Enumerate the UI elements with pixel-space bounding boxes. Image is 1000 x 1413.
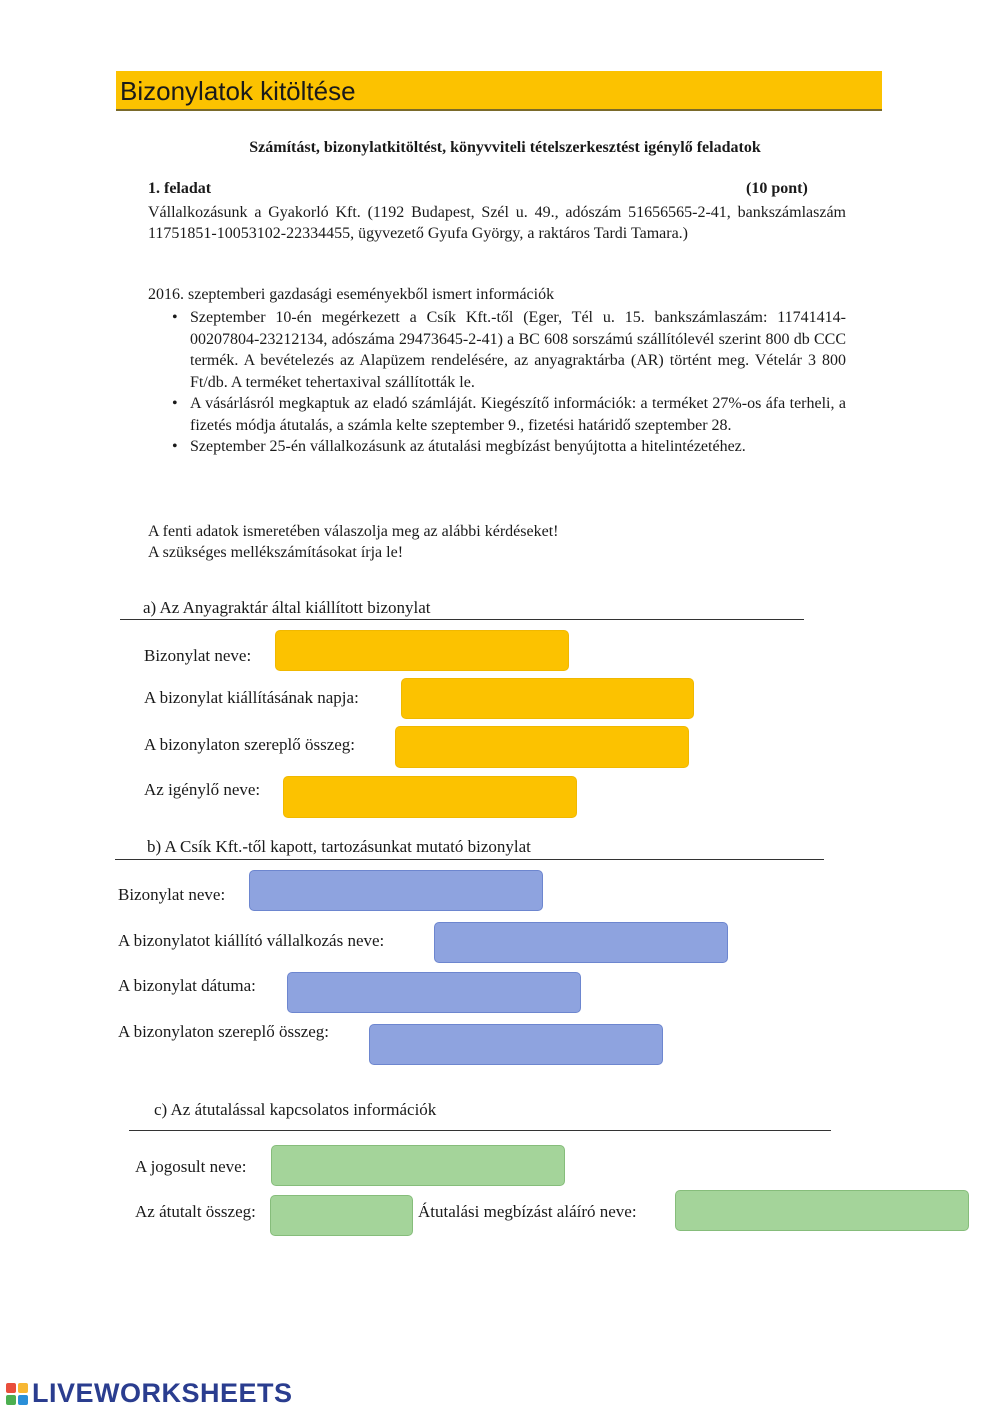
- answer-box-b-issuer[interactable]: [434, 922, 728, 963]
- events-title: 2016. szeptemberi gazdasági eseményekből ismert információk: [148, 286, 555, 303]
- answer-box-b-date[interactable]: [287, 972, 581, 1013]
- answer-box-c-signer[interactable]: [675, 1190, 969, 1231]
- section-a-title: a) Az Anyagraktár által kiállított bizonylat: [143, 598, 431, 617]
- section-c-title: c) Az átutalással kapcsolatos információk: [154, 1100, 437, 1119]
- field-label: A bizonylaton szereplő összeg:: [118, 1022, 330, 1041]
- event-item: • Szeptember 10-én megérkezett a Csík Kft.-től (Eger, Tél u. 15. bankszámlaszám: 11741414-00207804-23212134, adószáma 29473645-2-41) a BC 608 sorszámú szállítólevél szerint 800 db CCC termék. A bevételezés az Alapüzem rendelésére, az anyagraktárba (AR) történt meg. Vételár 3 800 Ft/db. A terméket tehertaxival szállították le.: [168, 307, 846, 393]
- page-header-title: Bizonylatok kitöltése: [116, 71, 882, 111]
- field-label: A bizonylaton szereplő összeg:: [144, 735, 356, 754]
- field-label: A bizonylatot kiállító vállalkozás neve:: [118, 931, 385, 950]
- task-intro: Vállalkozásunk a Gyakorló Kft. (1192 Budapest, Szél u. 49., adószám 51656565-2-41, bankszámlaszám 11751851-10053102-22334455, ügyvezető Gyufa György, a raktáros Tardi Tamara.): [148, 204, 846, 242]
- answer-box-a-issue-date[interactable]: [401, 678, 694, 719]
- answer-box-a-doc-name[interactable]: [275, 630, 569, 671]
- answer-box-b-doc-name[interactable]: [249, 870, 543, 911]
- liveworksheets-logo: [6, 1378, 293, 1409]
- event-item: • Szeptember 25-én vállalkozásunk az átutalási megbízást benyújtotta a hitelintézetéhez.: [168, 436, 846, 458]
- question-line-2: A szükséges mellékszámításokat írja le!: [148, 544, 404, 561]
- answer-box-c-amount[interactable]: [270, 1195, 413, 1236]
- field-label: A jogosult neve:: [135, 1157, 247, 1176]
- answer-box-c-beneficiary[interactable]: [271, 1145, 565, 1186]
- field-label: Bizonylat neve:: [144, 646, 252, 665]
- logo-text: LIVEWORKSHEETS: [32, 1378, 293, 1408]
- answer-box-a-requester[interactable]: [283, 776, 577, 818]
- section-b-divider: [115, 859, 824, 860]
- section-c-divider: [129, 1130, 831, 1131]
- field-label: Az igénylő neve:: [144, 780, 261, 799]
- field-label: Átutalási megbízást aláíró neve:: [418, 1202, 637, 1221]
- field-label: Bizonylat neve:: [118, 885, 226, 904]
- logo-grid-icon: [6, 1383, 28, 1405]
- task-title: 1. feladat: [148, 180, 212, 197]
- event-item: • A vásárlásról megkaptuk az eladó számláját. Kiegészítő információk: a terméket 27%-os áfa terheli, a fizetés módja átutalás, a számla kelte szeptember 9., fizetési határidő szeptember 28.: [168, 393, 846, 436]
- answer-box-a-amount[interactable]: [395, 726, 689, 768]
- field-label: A bizonylat kiállításának napja:: [144, 688, 359, 707]
- section-a-divider: [120, 619, 804, 620]
- subtitle: Számítást, bizonylatkitöltést, könyvviteli tételszerkesztést igénylő feladatok: [249, 139, 761, 156]
- answer-box-b-amount[interactable]: [369, 1024, 663, 1065]
- field-label: A bizonylat dátuma:: [118, 976, 256, 995]
- section-b-title: b) A Csík Kft.-től kapott, tartozásunkat mutató bizonylat: [147, 837, 531, 856]
- events-list: [168, 307, 846, 458]
- task-points: (10 pont): [746, 180, 808, 197]
- field-label: Az átutalt összeg:: [135, 1202, 256, 1221]
- question-line-1: A fenti adatok ismeretében válaszolja meg az alábbi kérdéseket!: [148, 523, 559, 540]
